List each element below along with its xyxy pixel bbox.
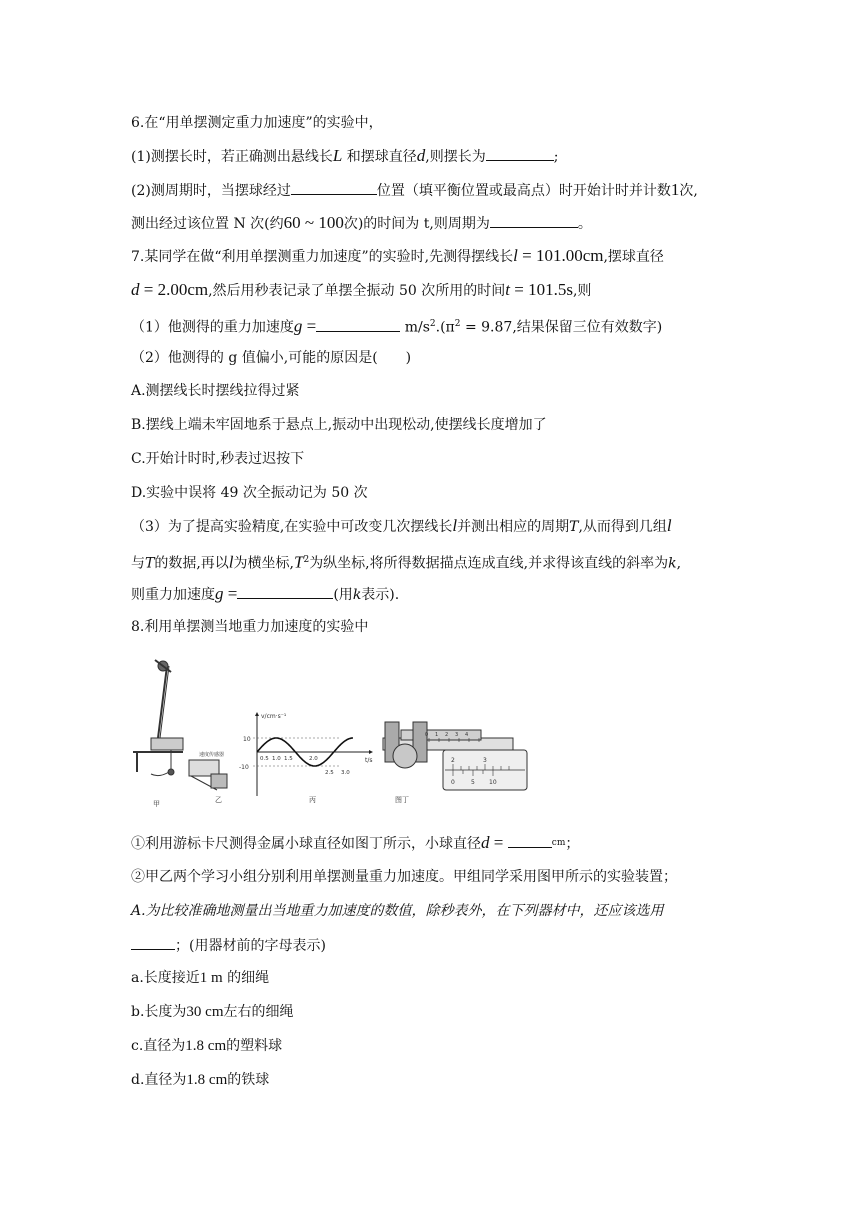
q7-sub1: （1）他测得的重力加速度$g = m/s^2.(\pi^2 = 9.87$,结果保留三位有效数字) [131, 316, 663, 336]
caliper-main-tick: 1 [435, 732, 439, 738]
q7-sub2: （2）他测得的 g 值偏小,可能的原因是( ) [131, 350, 412, 366]
caliper-main-tick: 4 [465, 732, 469, 738]
q8-sub2: ②甲乙两个学习小组分别利用单摆测量重力加速度。甲组同学采用图甲所示的实验装置； [131, 869, 677, 885]
vt-y-neg: -10 [239, 764, 249, 771]
q8-title: 8.利用单摆测当地重力加速度的实验中 [131, 619, 369, 635]
answer-blank[interactable] [291, 180, 377, 195]
caliper-main-tick: 0 [425, 732, 429, 738]
q7-sub3: （3）为了提高实验精度,在实验中可改变几次摆线长l并测出相应的周期T,从而得到几组l [131, 516, 672, 535]
vt-x-tick: 0.5 [260, 756, 269, 762]
vt-x-tick: 1.0 [272, 756, 281, 762]
q7-option-c[interactable]: C.开始计时时,秒表过迟按下 [131, 451, 305, 467]
q7-sub3-2: 与T的数据,再以l为横坐标$,T^2$为纵坐标,将所得数据描点连成直线,并求得该直线的斜率为k, [131, 552, 682, 572]
figure-svg [129, 656, 729, 820]
q6-part1: (1)测摆长时，若正确测出悬线长L 和摆球直径d,则摆长为 ; [131, 146, 559, 165]
label-yi: 乙 [215, 796, 222, 804]
zoom-bottom-tick: 10 [489, 779, 497, 786]
q7-intro: 7.某同学在做“利用单摆测重力加速度”的实验时,先测得摆线长l = 101.00cm,摆球直径 [131, 246, 664, 265]
answer-blank[interactable] [316, 317, 400, 332]
zoom-top-tick: 2 [451, 757, 455, 764]
q7-option-d[interactable]: D.实验中误将 49 次全振动记为 50 次 [131, 485, 368, 501]
answer-blank[interactable] [486, 146, 554, 161]
q6-part2: (2)测周期时，当摆球经过 位置（填平衡位置或最高点）时开始计时并计数1次, [131, 180, 698, 199]
q8-option-c[interactable]: c.直径为1.8 cm的塑料球 [131, 1038, 283, 1054]
q8-option-b[interactable]: b.长度为30 cm左右的细绳 [131, 1004, 294, 1020]
answer-blank[interactable] [490, 213, 578, 228]
vt-y-pos: 10 [243, 736, 251, 743]
q8-option-a[interactable]: a.长度接近1 m 的细绳 [131, 970, 270, 986]
label-ding: 图丁 [395, 796, 409, 804]
caliper-main-tick: 2 [445, 732, 449, 738]
vt-x-tick: 3.0 [341, 770, 350, 776]
q8-sub-a-2: ；(用器材前的字母表示) [131, 935, 326, 956]
vt-graph [253, 712, 373, 796]
vt-x-tick: 2.0 [309, 756, 318, 762]
q8-sub1: ①利用游标卡尺测得金属小球直径如图丁所示，小球直径d = $^{cm}$； [131, 833, 580, 852]
q7-option-b[interactable]: B.摆线上端未牢固地系于悬点上,振动中出现松动,使摆线长度增加了 [131, 417, 547, 433]
vt-y-axis-label: v/cm·s⁻¹ [261, 713, 287, 720]
q8-sub-a: A.为比较准确地测量出当地重力加速度的数值，除秒表外，在下列器材中，还应该选用 [131, 903, 664, 919]
q6-part3: 测出经过该位置 N 次(约60 ~ 100次)的时间为 t,则周期为 。 [131, 213, 592, 232]
zoom-bottom-tick: 5 [471, 779, 475, 786]
label-bing: 丙 [309, 796, 316, 804]
q6-title: 6.在“用单摆测定重力加速度”的实验中， [131, 115, 383, 131]
q7-sub3-3: 则重力加速度g = (用k表示). [131, 584, 400, 603]
label-jia: 甲 [153, 800, 160, 808]
pendulum-apparatus [133, 660, 183, 776]
q7-intro-2: d = 2.00cm,然后用秒表记录了单摆全振动 50 次所用的时间t = 101.5s,则 [131, 280, 592, 299]
q7-option-a[interactable]: A.测摆线长时摆线拉得过紧 [131, 383, 300, 399]
velocity-sensor [189, 760, 227, 790]
answer-blank[interactable] [237, 584, 333, 599]
zoom-top-tick: 3 [483, 757, 487, 764]
experiment-figure [129, 656, 729, 820]
q8-option-d[interactable]: d.直径为1.8 cm的铁球 [131, 1072, 270, 1088]
zoom-bottom-tick: 0 [451, 779, 455, 786]
answer-blank[interactable] [131, 935, 175, 950]
caliper-main-tick: 3 [455, 732, 459, 738]
answer-blank[interactable] [508, 833, 552, 848]
sensor-label: 速度传感器 [199, 752, 225, 758]
vt-x-axis-label: t/s [365, 757, 373, 764]
vt-x-tick: 1.5 [284, 756, 293, 762]
vt-x-tick: 2.5 [325, 770, 334, 776]
